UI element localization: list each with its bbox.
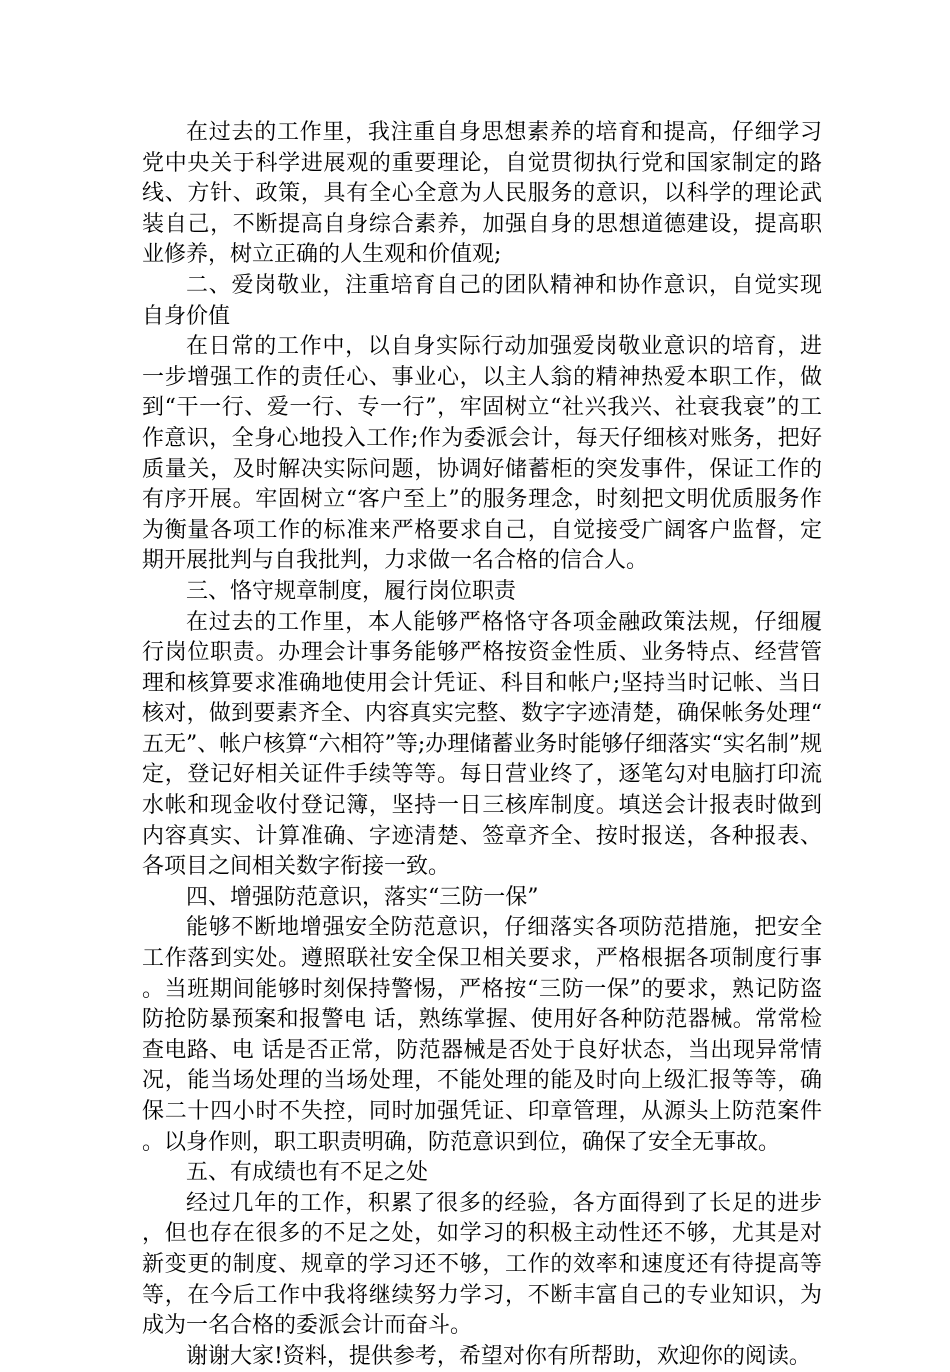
paragraph-closing: 谢谢大家!资料，提供参考，希望对你有所帮助，欢迎你的阅读。 [186,1343,811,1369]
section-heading-shortcomings: 五、有成绩也有不足之处 [186,1160,429,1186]
section-heading-dedication: 二、爱岗敬业，注重培育自己的团队精神和协作意识，自觉实现自身价值 [142,272,822,329]
section-heading-regulations: 三、恪守规章制度，履行岗位职责 [186,578,517,604]
section-heading-security: 四、增强防范意识，落实“三防一保” [186,884,539,910]
paragraph-shortcomings: 经过几年的工作，积累了很多的经验，各方面得到了长足的进步，但也存在很多的不足之处，如学习的积极主动性还不够，尤其是对新变更的制度、规章的学习还不够，工作的效率和速度还有待提高等等，在今后工作中我将继续努力学习，不断丰富自己的专业知识，为成为一名合格的委派会计而奋斗。 [142,1190,822,1339]
document-body [142,118,822,1372]
paragraph-dedication: 在日常的工作中，以自身实际行动加强爱岗敬业意识的培育，进一步增强工作的责任心、事业心，以主人翁的精神热爱本职工作，做到“干一行、爱一行、专一行”，牢固树立“社兴我兴、社衰我衰”的工作意识，全身心地投入工作;作为委派会计，每天仔细核对账务，把好质量关，及时解决实际问题，协调好储蓄柜的突发事件，保证工作的有序开展。牢固树立“客户至上”的服务理念，时刻把文明优质服务作为衡量各项工作的标准来严格要求自己，自觉接受广阔客户监督，定期开展批判与自我批判，力求做一名合格的信合人。 [142,334,822,574]
paragraph-ideology: 在过去的工作里，我注重自身思想素养的培育和提高，仔细学习党中央关于科学进展观的重要理论，自觉贯彻执行党和国家制定的路线、方针、政策，具有全心全意为人民服务的意识，以科学的理论武装自己，不断提高自身综合素养，加强自身的思想道德建设，提高职业修养，树立正确的人生观和价值观; [142,120,822,268]
paragraph-regulations: 在过去的工作里，本人能够严格恪守各项金融政策法规，仔细履行岗位职责。办理会计事务能够严格按资金性质、业务特点、经营管理和核算要求准确地使用会计凭证、科目和帐户;坚持当时记帐、当日核对，做到要素齐全、内容真实完整、数字字迹清楚，确保帐务处理“五无”、帐户核算“六相符”等;办理储蓄业务时能够仔细落实“实名制”规定，登记好相关证件手续等等。每日营业终了，逐笔勾对电脑打印流水帐和现金收付登记簿，坚持一日三核库制度。填送会计报表时做到内容真实、计算准确、字迹清楚、签章齐全、按时报送，各种报表、各项目之间相关数字衔接一致。 [142,609,822,880]
paragraph-security: 能够不断地增强安全防范意识，仔细落实各项防范措施，把安全工作落到实处。遵照联社安全保卫相关要求，严格根据各项制度行事。当班期间能够时刻保持警惕，严格按“三防一保”的要求，熟记防盗防抢防暴预案和报警电 话，熟练掌握、使用好各种防范器械。常常检查电路、电 话是否正常，防范器械是否处于良好状态，当出现异常情况，能当场处理的当场处理，不能处理的能及时向上级汇报等等，确保二十四小时不失控，同时加强凭证、印章管理，从源头上防范案件。以身作则，职工职责明确，防范意识到位，确保了安全无事故。 [142,915,822,1155]
